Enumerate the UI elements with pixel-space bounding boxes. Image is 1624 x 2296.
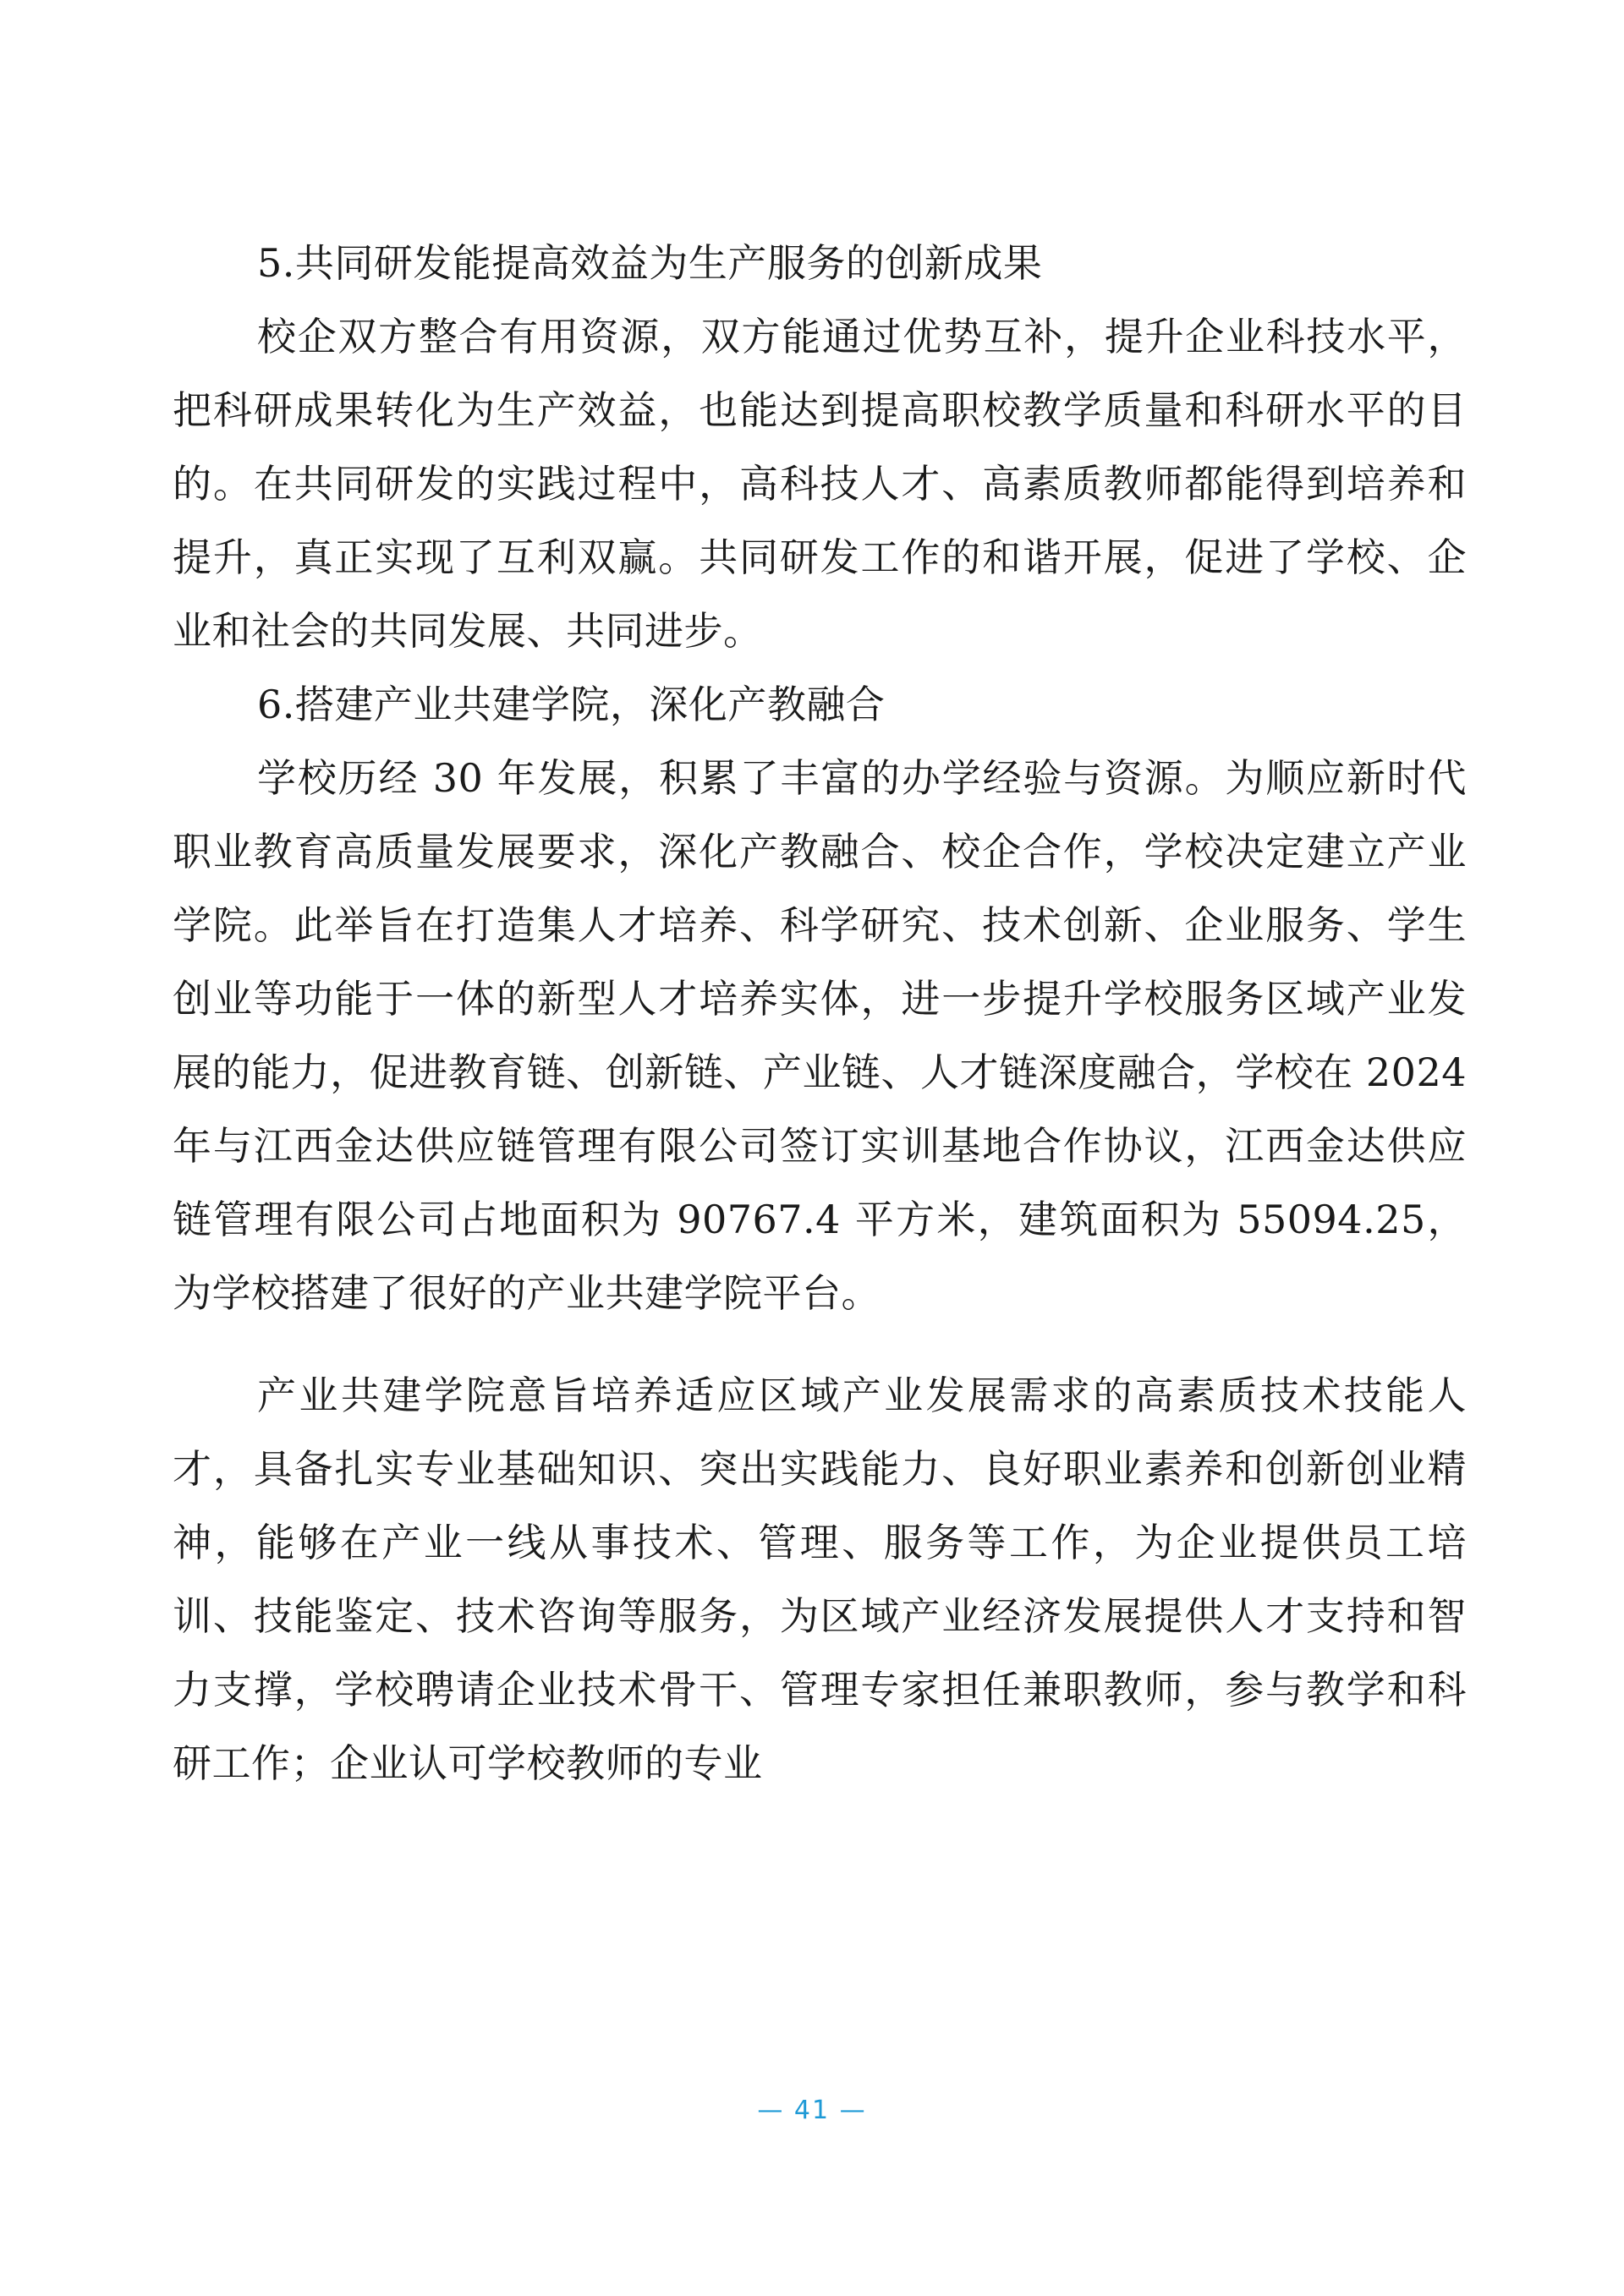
paragraph-college-goals: 产业共建学院意旨培养适应区域产业发展需求的高素质技术技能人才，具备扎实专业基础知识、突出实践能力、良好职业素养和创新创业精神，能够在产业一线从事技术、管理、服务等工作，为企业提供员工培训、技能鉴定、技术咨询等服务，为区域产业经济发展提供人才支持和智力支撑，学校聘请企业技术骨干、管理专家担任兼职教师，参与教学和科研工作；企业认可学校教师的专业 xyxy=(173,1373,1467,1786)
page-number: — 41 — xyxy=(757,2096,867,2125)
section-heading-6: 6.搭建产业共建学院，深化产教融合 xyxy=(257,682,886,727)
section-heading-5: 5.共同研发能提高效益为生产服务的创新成果 xyxy=(257,240,1043,286)
paragraph-industry-college: 学校历经 30 年发展，积累了丰富的办学经验与资源。为顺应新时代职业教育高质量发展要求，深化产教融合、校企合作，学校决定建立产业学院。此举旨在打造集人才培养、科学研究、技术创新、企业服务、学生创业等功能于一体的新型人才培养实体，进一步提升学校服务区域产业发展的能力，促进教育链、创新链、产业链、人才链深度融合，学校在 2024 年与江西金达供应链管理有限公司签订实训基地合作协议，江西金达供应链管理有限公司占地面积为 90767.4 平方米，建筑面积为 55094.25，为学校搭建了很好的产业共建学院平台。 xyxy=(173,755,1467,1316)
document-body xyxy=(173,227,1467,1800)
paragraph-joint-research: 校企双方整合有用资源，双方能通过优势互补，提升企业科技水平，把科研成果转化为生产效益，也能达到提高职校教学质量和科研水平的目的。在共同研发的实践过程中，高科技人才、高素质教师都能得到培养和提升，真正实现了互利双赢。共同研发工作的和谐开展，促进了学校、企业和社会的共同发展、共同进步。 xyxy=(173,314,1467,654)
